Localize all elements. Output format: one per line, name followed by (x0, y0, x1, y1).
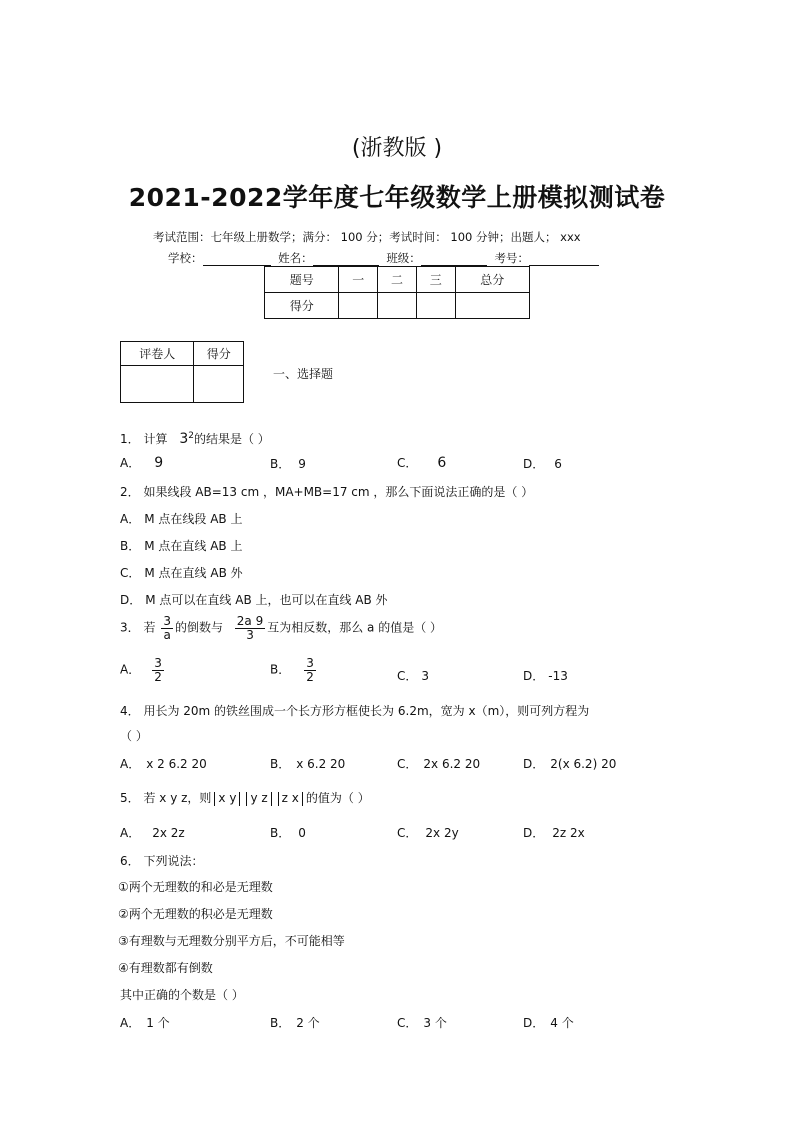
score-cell[interactable] (378, 293, 417, 319)
question-ask: 其中正确的个数是（ ） (120, 988, 244, 1002)
exam-no-label: 考号： (494, 251, 529, 265)
abs-bar (214, 792, 215, 806)
abs-bar (278, 792, 279, 806)
option-value: 2x 2y (425, 826, 459, 840)
option-label: C． (397, 456, 418, 470)
paper-title: 2021-2022学年度七年级数学上册模拟测试卷 (128, 183, 666, 212)
option[interactable] (270, 455, 306, 472)
option-value: M 点在直线 AB 上 (144, 539, 243, 553)
option[interactable] (270, 1014, 320, 1031)
option-label: C． (397, 826, 418, 840)
option-label: C． (397, 757, 418, 771)
option[interactable] (523, 455, 562, 472)
option[interactable] (120, 591, 388, 608)
option-value: 2x 2z (152, 826, 185, 840)
statement: ②两个无理数的积必是无理数 (118, 907, 273, 921)
question-text: 互为相反数，那么 a 的值是（ ） (267, 620, 443, 635)
option-value: 6 (554, 457, 562, 471)
abs-expression: z x (281, 791, 299, 805)
paper-subtitle: (浙教版 ) (351, 136, 443, 161)
score-header: 题号 (265, 267, 339, 293)
grader-header: 评卷人 (121, 342, 194, 366)
score-cell[interactable] (339, 293, 378, 319)
option[interactable] (523, 824, 585, 841)
question-text: 若 x y z，则 (143, 791, 212, 805)
statement: ④有理数都有倒数 (118, 961, 213, 975)
option-value: 1 个 (146, 1016, 170, 1030)
option[interactable] (523, 667, 568, 684)
option-value: 2(x 6.2) 20 (550, 757, 617, 771)
option-label: D． (523, 669, 545, 683)
statement: ①两个无理数的和必是无理数 (118, 880, 273, 894)
option-value: x 6.2 20 (296, 757, 346, 771)
option[interactable] (120, 1014, 170, 1031)
option-label: B． (270, 826, 291, 840)
option-value: 2 个 (296, 1016, 320, 1030)
option-value: M 点在直线 AB 外 (144, 566, 243, 580)
option-label: C． (397, 1016, 418, 1030)
option-value: 2z 2x (552, 826, 585, 840)
option-label: D． (523, 457, 545, 471)
option[interactable] (120, 537, 242, 554)
question-2 (120, 483, 533, 500)
abs-bar (302, 792, 303, 806)
score-table (264, 266, 530, 319)
score-header: 二 (378, 267, 417, 293)
fraction (152, 657, 164, 683)
option-label: A． (120, 662, 141, 677)
fraction-numerator: 3 (306, 656, 314, 670)
abs-bar (239, 792, 240, 806)
option[interactable] (270, 824, 306, 841)
option-value: M 点可以在直线 AB 上，也可以在直线 AB 外 (145, 593, 388, 607)
question-number: 2． (120, 485, 140, 499)
option[interactable] (270, 755, 345, 772)
option-label: A． (120, 512, 141, 526)
score-header: 三 (416, 267, 455, 293)
option-label: A． (120, 826, 141, 840)
exam-no-blank (529, 253, 599, 266)
option-label: D． (523, 757, 545, 771)
fraction (235, 615, 265, 641)
question-text: 下列说法： (143, 854, 204, 868)
option[interactable] (120, 824, 185, 841)
fraction (161, 615, 173, 641)
question-number: 1． (120, 432, 140, 446)
option[interactable] (397, 755, 480, 772)
option-label: B． (270, 1016, 291, 1030)
question-number: 4． (120, 704, 140, 718)
question-text: 计算 (143, 432, 168, 446)
option-label: A． (120, 1016, 141, 1030)
option[interactable] (120, 755, 207, 772)
score-header: 一 (339, 267, 378, 293)
option-label: A． (120, 456, 141, 470)
question-text: 的结果是（ ） (193, 432, 270, 446)
question-4-continued: （ ） (120, 729, 148, 743)
option-value: 6 (437, 455, 447, 471)
question-number: 3． (120, 620, 140, 635)
class-blank (421, 253, 487, 266)
option[interactable] (120, 510, 242, 527)
question-text: 的倒数与 (174, 620, 223, 635)
option[interactable] (397, 454, 446, 471)
option-value: 0 (298, 826, 306, 840)
question-number: 6． (120, 854, 140, 868)
option-label: B． (270, 662, 291, 677)
option[interactable] (397, 1014, 447, 1031)
option-value: 9 (154, 455, 164, 471)
question-text: 若 (143, 620, 156, 635)
option[interactable] (120, 454, 163, 471)
name-label: 姓名： (278, 251, 313, 265)
option-label: D． (523, 1016, 545, 1030)
score-cell[interactable] (416, 293, 455, 319)
question-text: 的值为（ ） (305, 791, 370, 805)
fraction-numerator: 3 (163, 614, 171, 628)
option-label: B． (120, 539, 141, 553)
option-value: 9 (298, 457, 306, 471)
fraction-denominator: 2 (154, 669, 162, 684)
option-value: 4 个 (550, 1016, 574, 1030)
grader-cell[interactable] (121, 366, 194, 403)
grader-header: 得分 (194, 342, 244, 366)
score-cell[interactable] (455, 293, 529, 319)
option-label: B． (270, 757, 291, 771)
option-label: D． (523, 826, 545, 840)
option-value: 2x 6.2 20 (423, 757, 481, 771)
option-label: B． (270, 457, 291, 471)
fraction-denominator: a (163, 627, 171, 642)
abs-bar (246, 792, 247, 806)
option[interactable] (120, 657, 166, 683)
score-header: 总分 (455, 267, 529, 293)
question-6 (120, 852, 203, 869)
option-value: 3 个 (423, 1016, 447, 1030)
question-text: 用长为 20m 的铁丝围成一个长方形方框使长为 6.2m，宽为 x（m），则可列方程为 (143, 704, 590, 718)
question-1 (120, 430, 270, 447)
grader-table (120, 341, 244, 403)
option-label: C． (397, 669, 418, 683)
question-text: 如果线段 AB=13 cm ，MA+MB=17 cm ，那么下面说法正确的是（ ） (143, 485, 534, 499)
class-label: 班级： (386, 251, 421, 265)
option[interactable] (397, 824, 459, 841)
fraction-numerator: 3 (154, 656, 162, 670)
question-5 (120, 789, 370, 806)
option[interactable] (120, 564, 243, 581)
abs-bar (271, 792, 272, 806)
score-row-label: 得分 (265, 293, 339, 319)
fraction-numerator: 2a 9 (236, 614, 264, 628)
question-number: 5． (120, 791, 140, 805)
student-info-line (168, 250, 599, 266)
school-blank (203, 253, 271, 266)
exam-info-line: 考试范围：七年级上册数学；满分： 100 分；考试时间： 100 分钟；出题人； xxx (153, 230, 581, 244)
statement: ③有理数与无理数分别平方后，不可能相等 (118, 934, 345, 948)
fraction-denominator: 3 (246, 627, 254, 642)
fraction-denominator: 2 (306, 669, 314, 684)
power-base: 3 (179, 431, 189, 447)
option-value: 3 (421, 669, 430, 683)
abs-expression: y z (250, 791, 268, 805)
power-exponent: 2 (188, 431, 194, 441)
option-value: -13 (548, 669, 568, 683)
option-value: M 点在线段 AB 上 (144, 512, 243, 526)
option[interactable] (397, 667, 429, 684)
question-3 (120, 615, 442, 641)
section-title: 一、选择题 (273, 367, 334, 381)
question-4 (120, 702, 589, 719)
option-value: x 2 6.2 20 (146, 757, 207, 771)
fraction (304, 657, 316, 683)
option-label: C． (120, 566, 141, 580)
name-blank (313, 253, 379, 266)
option-label: A． (120, 757, 141, 771)
abs-expression: x y (218, 791, 237, 805)
option[interactable] (523, 1014, 574, 1031)
school-label: 学校： (168, 251, 203, 265)
option[interactable] (270, 657, 318, 683)
option[interactable] (523, 755, 616, 772)
option-label: D． (120, 593, 142, 607)
grader-cell[interactable] (194, 366, 244, 403)
